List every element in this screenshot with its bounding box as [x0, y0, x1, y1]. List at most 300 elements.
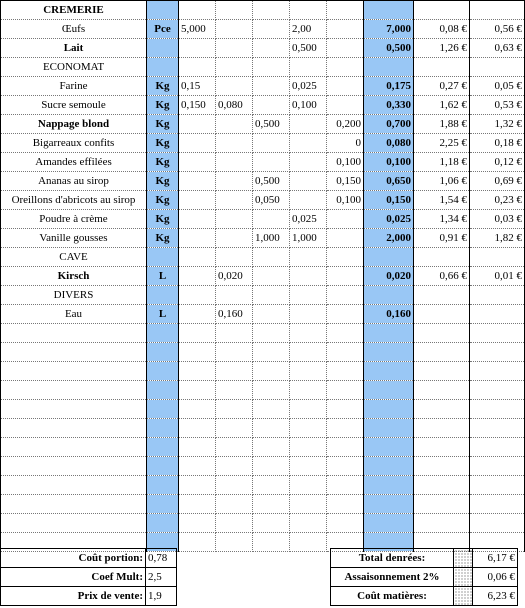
- qty-cell-4[interactable]: [290, 267, 327, 286]
- qty-cell-5[interactable]: 0,200: [327, 115, 364, 134]
- cost-cell[interactable]: [470, 438, 525, 457]
- cost-cell[interactable]: [470, 400, 525, 419]
- total-qty-cell[interactable]: [364, 381, 414, 400]
- qty-cell-5[interactable]: [327, 267, 364, 286]
- ingredient-name[interactable]: Kirsch: [1, 267, 147, 286]
- unit-price-cell[interactable]: 1,18 €: [414, 153, 470, 172]
- qty-cell-4[interactable]: [290, 476, 327, 495]
- total-qty-cell[interactable]: [364, 476, 414, 495]
- prix-vente-row: [1, 587, 177, 606]
- qty-cell-3[interactable]: [253, 96, 290, 115]
- unit-cell[interactable]: [147, 58, 179, 77]
- cost-cell[interactable]: [470, 1, 525, 20]
- qty-cell-1[interactable]: [179, 1, 216, 20]
- assaisonnement-value[interactable]: 0,06 €: [473, 568, 518, 587]
- total-qty-cell[interactable]: 0,330: [364, 96, 414, 115]
- total-qty-cell[interactable]: [364, 457, 414, 476]
- unit-price-cell[interactable]: 1,26 €: [414, 39, 470, 58]
- empty-row: [1, 438, 525, 457]
- ingredient-name[interactable]: Eau: [1, 305, 147, 324]
- unit-price-cell[interactable]: 1,34 €: [414, 210, 470, 229]
- total-qty-cell[interactable]: [364, 495, 414, 514]
- unit-price-cell[interactable]: 1,62 €: [414, 96, 470, 115]
- coef-mult-value[interactable]: 2,5: [146, 568, 177, 587]
- qty-cell-3[interactable]: [253, 305, 290, 324]
- empty-row: [1, 362, 525, 381]
- cost-cell[interactable]: [470, 324, 525, 343]
- unit-cell[interactable]: [147, 362, 179, 381]
- qty-cell-3[interactable]: [253, 39, 290, 58]
- qty-cell-1[interactable]: [179, 134, 216, 153]
- qty-cell-4[interactable]: [290, 419, 327, 438]
- qty-cell-2[interactable]: [216, 476, 253, 495]
- total-qty-cell[interactable]: 0,700: [364, 115, 414, 134]
- qty-cell-4[interactable]: [290, 191, 327, 210]
- unit-cell[interactable]: Kg: [147, 77, 179, 96]
- cost-cell[interactable]: [470, 476, 525, 495]
- unit-price-cell[interactable]: [414, 248, 470, 267]
- qty-cell-4[interactable]: [290, 134, 327, 153]
- unit-cell[interactable]: Kg: [147, 153, 179, 172]
- qty-cell-4[interactable]: 1,000: [290, 229, 327, 248]
- empty-row: [1, 324, 525, 343]
- qty-cell-4[interactable]: [290, 153, 327, 172]
- unit-price-cell[interactable]: 1,06 €: [414, 172, 470, 191]
- qty-cell-5[interactable]: 0: [327, 134, 364, 153]
- cost-cell[interactable]: 0,01 €: [470, 267, 525, 286]
- qty-cell-1[interactable]: 5,000: [179, 20, 216, 39]
- qty-cell-2[interactable]: [216, 58, 253, 77]
- qty-cell-5[interactable]: [327, 1, 364, 20]
- total-qty-cell[interactable]: 0,500: [364, 39, 414, 58]
- totals-summary: [330, 548, 518, 606]
- unit-cell[interactable]: [147, 476, 179, 495]
- ingredient-name[interactable]: Œufs: [1, 20, 147, 39]
- unit-price-cell[interactable]: [414, 476, 470, 495]
- qty-cell-2[interactable]: [216, 210, 253, 229]
- qty-cell-3[interactable]: [253, 20, 290, 39]
- qty-cell-1[interactable]: [179, 286, 216, 305]
- total-qty-cell[interactable]: [364, 1, 414, 20]
- cost-cell[interactable]: [470, 419, 525, 438]
- qty-cell-2[interactable]: [216, 343, 253, 362]
- cost-cell[interactable]: 0,12 €: [470, 153, 525, 172]
- qty-cell-5[interactable]: [327, 343, 364, 362]
- unit-cell[interactable]: [147, 286, 179, 305]
- qty-cell-4[interactable]: [290, 438, 327, 457]
- unit-cell[interactable]: [147, 400, 179, 419]
- qty-cell-5[interactable]: [327, 362, 364, 381]
- qty-cell-5[interactable]: 0,100: [327, 191, 364, 210]
- cost-cell[interactable]: 0,69 €: [470, 172, 525, 191]
- unit-price-cell[interactable]: [414, 457, 470, 476]
- qty-cell-3[interactable]: [253, 457, 290, 476]
- ingredient-name[interactable]: Bigarreaux confits: [1, 134, 147, 153]
- qty-cell-5[interactable]: [327, 305, 364, 324]
- qty-cell-5[interactable]: [327, 229, 364, 248]
- total-qty-cell[interactable]: 0,080: [364, 134, 414, 153]
- unit-cell[interactable]: Kg: [147, 210, 179, 229]
- qty-cell-3[interactable]: [253, 134, 290, 153]
- qty-cell-1[interactable]: [179, 115, 216, 134]
- qty-cell-1[interactable]: [179, 58, 216, 77]
- cost-cell[interactable]: 0,56 €: [470, 20, 525, 39]
- empty-row: [1, 476, 525, 495]
- total-qty-cell[interactable]: 0,100: [364, 153, 414, 172]
- qty-cell-5[interactable]: [327, 58, 364, 77]
- cost-cell[interactable]: [470, 305, 525, 324]
- qty-cell-3[interactable]: [253, 58, 290, 77]
- unit-price-cell[interactable]: [414, 495, 470, 514]
- ingredient-name[interactable]: Vanille gousses: [1, 229, 147, 248]
- qty-cell-4[interactable]: [290, 457, 327, 476]
- qty-cell-2[interactable]: [216, 457, 253, 476]
- qty-cell-4[interactable]: [290, 514, 327, 533]
- cost-cell[interactable]: [470, 286, 525, 305]
- ingredient-name[interactable]: [1, 495, 147, 514]
- qty-cell-3[interactable]: [253, 1, 290, 20]
- qty-cell-5[interactable]: [327, 324, 364, 343]
- qty-cell-5[interactable]: 0,150: [327, 172, 364, 191]
- qty-cell-2[interactable]: [216, 248, 253, 267]
- qty-cell-4[interactable]: [290, 286, 327, 305]
- ingredient-name[interactable]: Nappage blond: [1, 115, 147, 134]
- qty-cell-4[interactable]: [290, 248, 327, 267]
- total-qty-cell[interactable]: [364, 286, 414, 305]
- qty-cell-2[interactable]: [216, 1, 253, 20]
- qty-cell-5[interactable]: [327, 286, 364, 305]
- cost-cell[interactable]: [470, 58, 525, 77]
- qty-cell-4[interactable]: [290, 362, 327, 381]
- qty-cell-3[interactable]: [253, 495, 290, 514]
- qty-cell-2[interactable]: [216, 134, 253, 153]
- cost-cell[interactable]: [470, 457, 525, 476]
- qty-cell-1[interactable]: [179, 457, 216, 476]
- qty-cell-1[interactable]: [179, 248, 216, 267]
- ingredient-name[interactable]: [1, 419, 147, 438]
- qty-cell-3[interactable]: 0,500: [253, 172, 290, 191]
- ingredient-row: [1, 20, 525, 39]
- total-qty-cell[interactable]: 0,150: [364, 191, 414, 210]
- unit-cell[interactable]: Kg: [147, 115, 179, 134]
- cost-cell[interactable]: 0,05 €: [470, 77, 525, 96]
- qty-cell-2[interactable]: [216, 438, 253, 457]
- unit-price-cell[interactable]: [414, 514, 470, 533]
- qty-cell-1[interactable]: [179, 514, 216, 533]
- unit-price-cell[interactable]: 0,66 €: [414, 267, 470, 286]
- unit-price-cell[interactable]: [414, 381, 470, 400]
- qty-cell-5[interactable]: [327, 381, 364, 400]
- qty-cell-3[interactable]: [253, 153, 290, 172]
- total-qty-cell[interactable]: [364, 400, 414, 419]
- ingredient-row: [1, 248, 525, 267]
- qty-cell-2[interactable]: [216, 400, 253, 419]
- qty-cell-3[interactable]: [253, 419, 290, 438]
- prix-vente-value[interactable]: 1,9: [146, 587, 177, 606]
- total-qty-cell[interactable]: 7,000: [364, 20, 414, 39]
- unit-price-cell[interactable]: [414, 305, 470, 324]
- total-qty-cell[interactable]: [364, 419, 414, 438]
- unit-price-cell[interactable]: [414, 362, 470, 381]
- qty-cell-4[interactable]: [290, 58, 327, 77]
- cost-cell[interactable]: [470, 343, 525, 362]
- qty-cell-1[interactable]: [179, 400, 216, 419]
- unit-price-cell[interactable]: [414, 400, 470, 419]
- qty-cell-3[interactable]: [253, 267, 290, 286]
- unit-cell[interactable]: [147, 381, 179, 400]
- qty-cell-1[interactable]: [179, 305, 216, 324]
- ingredient-name[interactable]: [1, 381, 147, 400]
- total-denrees-value[interactable]: 6,17 €: [473, 549, 518, 568]
- qty-cell-4[interactable]: [290, 172, 327, 191]
- qty-cell-4[interactable]: 0,025: [290, 210, 327, 229]
- portion-summary: [0, 548, 177, 606]
- qty-cell-5[interactable]: [327, 400, 364, 419]
- qty-cell-4[interactable]: [290, 115, 327, 134]
- qty-cell-3[interactable]: [253, 514, 290, 533]
- total-qty-cell[interactable]: 2,000: [364, 229, 414, 248]
- qty-cell-2[interactable]: 0,020: [216, 267, 253, 286]
- qty-cell-1[interactable]: 0,150: [179, 96, 216, 115]
- qty-cell-3[interactable]: [253, 324, 290, 343]
- total-qty-cell[interactable]: 0,175: [364, 77, 414, 96]
- qty-cell-2[interactable]: [216, 191, 253, 210]
- unit-cell[interactable]: [147, 343, 179, 362]
- unit-cell[interactable]: [147, 457, 179, 476]
- qty-cell-3[interactable]: 1,000: [253, 229, 290, 248]
- unit-cell[interactable]: Kg: [147, 191, 179, 210]
- qty-cell-3[interactable]: [253, 381, 290, 400]
- cost-cell[interactable]: 1,82 €: [470, 229, 525, 248]
- ingredient-name[interactable]: [1, 438, 147, 457]
- qty-cell-1[interactable]: [179, 343, 216, 362]
- qty-cell-1[interactable]: [179, 153, 216, 172]
- qty-cell-5[interactable]: [327, 419, 364, 438]
- qty-cell-1[interactable]: [179, 191, 216, 210]
- qty-cell-5[interactable]: [327, 210, 364, 229]
- qty-cell-2[interactable]: [216, 419, 253, 438]
- cost-cell[interactable]: 1,32 €: [470, 115, 525, 134]
- unit-price-cell[interactable]: [414, 343, 470, 362]
- ingredient-name[interactable]: Amandes effilées: [1, 153, 147, 172]
- qty-cell-2[interactable]: 0,160: [216, 305, 253, 324]
- qty-cell-3[interactable]: [253, 210, 290, 229]
- total-qty-cell[interactable]: [364, 324, 414, 343]
- cost-cell[interactable]: 0,53 €: [470, 96, 525, 115]
- qty-cell-1[interactable]: [179, 476, 216, 495]
- qty-cell-5[interactable]: [327, 96, 364, 115]
- qty-cell-2[interactable]: [216, 362, 253, 381]
- ingredient-name[interactable]: Sucre semoule: [1, 96, 147, 115]
- qty-cell-5[interactable]: [327, 514, 364, 533]
- cout-matieres-value[interactable]: 6,23 €: [473, 587, 518, 606]
- ingredient-name[interactable]: [1, 476, 147, 495]
- total-qty-cell[interactable]: [364, 343, 414, 362]
- total-qty-cell[interactable]: 0,020: [364, 267, 414, 286]
- empty-row: [1, 381, 525, 400]
- qty-cell-1[interactable]: [179, 229, 216, 248]
- total-qty-cell[interactable]: [364, 58, 414, 77]
- qty-cell-5[interactable]: [327, 39, 364, 58]
- qty-cell-2[interactable]: [216, 495, 253, 514]
- qty-cell-4[interactable]: [290, 495, 327, 514]
- unit-cell[interactable]: Kg: [147, 229, 179, 248]
- ingredient-name[interactable]: [1, 343, 147, 362]
- unit-cell[interactable]: Kg: [147, 172, 179, 191]
- qty-cell-1[interactable]: [179, 438, 216, 457]
- qty-cell-2[interactable]: [216, 514, 253, 533]
- unit-cell[interactable]: Pce: [147, 20, 179, 39]
- cost-cell[interactable]: [470, 514, 525, 533]
- unit-price-cell[interactable]: 2,25 €: [414, 134, 470, 153]
- qty-cell-1[interactable]: [179, 362, 216, 381]
- qty-cell-2[interactable]: [216, 229, 253, 248]
- ingredient-name[interactable]: [1, 457, 147, 476]
- unit-price-cell[interactable]: [414, 58, 470, 77]
- qty-cell-5[interactable]: [327, 248, 364, 267]
- qty-cell-4[interactable]: [290, 343, 327, 362]
- cost-cell[interactable]: 0,18 €: [470, 134, 525, 153]
- qty-cell-5[interactable]: [327, 77, 364, 96]
- qty-cell-2[interactable]: 0,080: [216, 96, 253, 115]
- ingredient-name[interactable]: Oreillons d'abricots au sirop: [1, 191, 147, 210]
- unit-price-cell[interactable]: [414, 1, 470, 20]
- cost-cell[interactable]: [470, 495, 525, 514]
- unit-price-cell[interactable]: 0,91 €: [414, 229, 470, 248]
- ingredient-name[interactable]: CREMERIE: [1, 1, 147, 20]
- unit-cell[interactable]: L: [147, 267, 179, 286]
- qty-cell-3[interactable]: 0,050: [253, 191, 290, 210]
- ingredient-name[interactable]: Lait: [1, 39, 147, 58]
- empty-row: [1, 495, 525, 514]
- unit-price-cell[interactable]: 1,54 €: [414, 191, 470, 210]
- empty-row: [1, 343, 525, 362]
- qty-cell-2[interactable]: [216, 381, 253, 400]
- qty-cell-1[interactable]: [179, 381, 216, 400]
- ingredient-row: [1, 286, 525, 305]
- unit-cell[interactable]: [147, 39, 179, 58]
- qty-cell-5[interactable]: [327, 438, 364, 457]
- qty-cell-3[interactable]: [253, 400, 290, 419]
- qty-cell-2[interactable]: [216, 172, 253, 191]
- ingredient-row: [1, 58, 525, 77]
- qty-cell-2[interactable]: [216, 77, 253, 96]
- qty-cell-5[interactable]: [327, 20, 364, 39]
- cost-cell[interactable]: 0,03 €: [470, 210, 525, 229]
- qty-cell-1[interactable]: [179, 324, 216, 343]
- unit-price-cell[interactable]: 0,27 €: [414, 77, 470, 96]
- qty-cell-4[interactable]: 0,100: [290, 96, 327, 115]
- unit-cell[interactable]: [147, 438, 179, 457]
- cost-cell[interactable]: [470, 362, 525, 381]
- unit-cell[interactable]: [147, 495, 179, 514]
- qty-cell-1[interactable]: 0,15: [179, 77, 216, 96]
- ingredient-name[interactable]: Farine: [1, 77, 147, 96]
- qty-cell-3[interactable]: [253, 476, 290, 495]
- cost-cell[interactable]: 0,23 €: [470, 191, 525, 210]
- qty-cell-4[interactable]: 0,500: [290, 39, 327, 58]
- qty-cell-4[interactable]: [290, 305, 327, 324]
- qty-cell-4[interactable]: [290, 400, 327, 419]
- qty-cell-5[interactable]: [327, 457, 364, 476]
- qty-cell-3[interactable]: [253, 286, 290, 305]
- qty-cell-5[interactable]: [327, 495, 364, 514]
- total-qty-cell[interactable]: 0,650: [364, 172, 414, 191]
- qty-cell-4[interactable]: 2,00: [290, 20, 327, 39]
- qty-cell-4[interactable]: [290, 1, 327, 20]
- ingredient-name[interactable]: [1, 362, 147, 381]
- qty-cell-4[interactable]: [290, 324, 327, 343]
- unit-cell[interactable]: [147, 514, 179, 533]
- qty-cell-3[interactable]: [253, 362, 290, 381]
- qty-cell-3[interactable]: [253, 438, 290, 457]
- unit-price-cell[interactable]: [414, 324, 470, 343]
- total-qty-cell[interactable]: [364, 438, 414, 457]
- ingredient-name[interactable]: Poudre à crème: [1, 210, 147, 229]
- total-qty-cell[interactable]: 0,160: [364, 305, 414, 324]
- ingredient-name[interactable]: [1, 514, 147, 533]
- ingredient-name[interactable]: Ananas au sirop: [1, 172, 147, 191]
- cost-cell[interactable]: [470, 248, 525, 267]
- qty-cell-3[interactable]: 0,500: [253, 115, 290, 134]
- qty-cell-3[interactable]: [253, 77, 290, 96]
- total-qty-cell[interactable]: [364, 248, 414, 267]
- unit-price-cell[interactable]: [414, 438, 470, 457]
- qty-cell-4[interactable]: 0,025: [290, 77, 327, 96]
- unit-cell[interactable]: L: [147, 305, 179, 324]
- qty-cell-3[interactable]: [253, 248, 290, 267]
- qty-cell-2[interactable]: [216, 153, 253, 172]
- qty-cell-1[interactable]: [179, 419, 216, 438]
- unit-price-cell[interactable]: 0,08 €: [414, 20, 470, 39]
- qty-cell-2[interactable]: [216, 39, 253, 58]
- cout-portion-value[interactable]: 0,78: [146, 549, 177, 568]
- unit-cell[interactable]: [147, 419, 179, 438]
- ingredient-name[interactable]: CAVE: [1, 248, 147, 267]
- qty-cell-5[interactable]: [327, 476, 364, 495]
- ingredient-name[interactable]: [1, 324, 147, 343]
- unit-price-cell[interactable]: [414, 419, 470, 438]
- unit-cell[interactable]: Kg: [147, 134, 179, 153]
- unit-price-cell[interactable]: [414, 286, 470, 305]
- ingredient-name[interactable]: [1, 400, 147, 419]
- qty-cell-5[interactable]: 0,100: [327, 153, 364, 172]
- qty-cell-3[interactable]: [253, 343, 290, 362]
- qty-cell-1[interactable]: [179, 495, 216, 514]
- total-qty-cell[interactable]: [364, 362, 414, 381]
- cost-cell[interactable]: [470, 381, 525, 400]
- qty-cell-1[interactable]: [179, 267, 216, 286]
- qty-cell-1[interactable]: [179, 210, 216, 229]
- qty-cell-2[interactable]: [216, 324, 253, 343]
- qty-cell-2[interactable]: [216, 286, 253, 305]
- unit-cell[interactable]: [147, 248, 179, 267]
- qty-cell-1[interactable]: [179, 172, 216, 191]
- qty-cell-2[interactable]: [216, 20, 253, 39]
- total-qty-cell[interactable]: 0,025: [364, 210, 414, 229]
- unit-cell[interactable]: Kg: [147, 96, 179, 115]
- unit-price-cell[interactable]: 1,88 €: [414, 115, 470, 134]
- ingredient-name[interactable]: DIVERS: [1, 286, 147, 305]
- unit-cell[interactable]: [147, 324, 179, 343]
- total-qty-cell[interactable]: [364, 514, 414, 533]
- qty-cell-4[interactable]: [290, 381, 327, 400]
- qty-cell-2[interactable]: [216, 115, 253, 134]
- unit-cell[interactable]: [147, 1, 179, 20]
- qty-cell-1[interactable]: [179, 39, 216, 58]
- cost-cell[interactable]: 0,63 €: [470, 39, 525, 58]
- ingredient-name[interactable]: ECONOMAT: [1, 58, 147, 77]
